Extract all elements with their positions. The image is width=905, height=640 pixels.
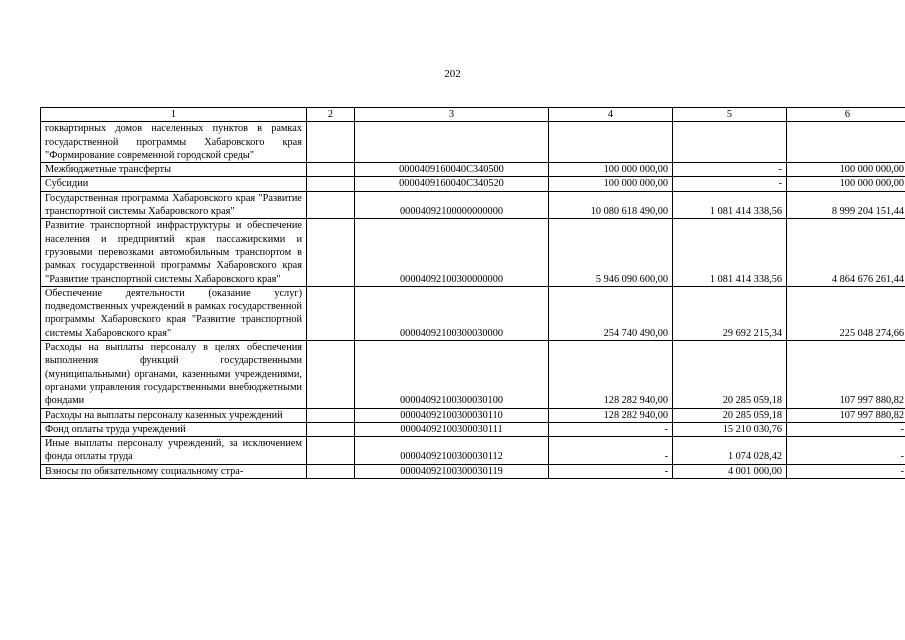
row-code: 00004092100300000000 [355,219,549,286]
table-header-row [41,108,905,122]
row-col5: 1 081 414 338,56 [673,191,787,219]
row-col2 [307,177,355,191]
row-code: 00004092100300030111 [355,422,549,436]
table-row [41,422,905,436]
table-row [41,219,905,286]
row-col2 [307,122,355,163]
row-col2 [307,341,355,408]
row-col5: - [673,163,787,177]
row-col4: 100 000 000,00 [549,177,673,191]
row-name: Расходы на выплаты персоналу казенных учреждений [41,408,307,422]
row-col6: 107 997 880,82 [787,408,905,422]
header-col-4: 4 [549,108,673,122]
row-col2 [307,286,355,340]
row-name: Обеспечение деятельности (оказание услуг) подведомственных учреждений в рамках государственной программы Хабаровского края "Развитие транспортной системы Хабаровского края" [41,286,307,340]
table-row [41,464,905,478]
row-col6: 8 999 204 151,44 [787,191,905,219]
row-col5: 1 081 414 338,56 [673,219,787,286]
row-name: Взносы по обязательному социальному стра- [41,464,307,478]
row-code: 00004092100300030110 [355,408,549,422]
row-col6: 100 000 000,00 [787,163,905,177]
table-row [41,177,905,191]
header-col-2: 2 [307,108,355,122]
row-code [355,122,549,163]
row-name: Межбюджетные трансферты [41,163,307,177]
row-col4: 5 946 090 600,00 [549,219,673,286]
row-col4: 128 282 940,00 [549,341,673,408]
row-col6: 4 864 676 261,44 [787,219,905,286]
row-col6: - [787,422,905,436]
row-col4: - [549,464,673,478]
row-name: Фонд оплаты труда учреждений [41,422,307,436]
row-col6: - [787,464,905,478]
row-name: Иные выплаты персоналу учреждений, за исключением фонда оплаты труда [41,437,307,465]
row-col4: 128 282 940,00 [549,408,673,422]
table-row [41,341,905,408]
row-col5: 20 285 059,18 [673,341,787,408]
row-col6: - [787,437,905,465]
row-col5: 1 074 028,42 [673,437,787,465]
row-col5: 20 285 059,18 [673,408,787,422]
row-col5: 15 210 030,76 [673,422,787,436]
table-row [41,408,905,422]
row-col4: - [549,422,673,436]
row-col2 [307,464,355,478]
row-name: Субсидии [41,177,307,191]
row-code: 00004092100300030119 [355,464,549,478]
row-name: Расходы на выплаты персоналу в целях обеспечения выполнения функций государственными (муниципальными) органами, казенными учреждениями, органами управления государственными внебюджетными фондами [41,341,307,408]
row-col4 [549,122,673,163]
row-code: 0000409160040C340500 [355,163,549,177]
row-col6 [787,122,905,163]
page-number: 202 [444,68,461,80]
row-col5: 4 001 000,00 [673,464,787,478]
row-code: 0000409160040C340520 [355,177,549,191]
row-col5: 29 692 215,34 [673,286,787,340]
row-col4: 100 000 000,00 [549,163,673,177]
row-col4: 10 080 618 490,00 [549,191,673,219]
budget-table [40,107,905,479]
row-col2 [307,437,355,465]
row-col2 [307,163,355,177]
header-col-6: 6 [787,108,905,122]
row-col4: - [549,437,673,465]
header-col-3: 3 [355,108,549,122]
row-col6: 225 048 274,66 [787,286,905,340]
row-name: гоквартирных домов населенных пунктов в рамках государственной программы Хабаровского края "Формирование современной городской среды" [41,122,307,163]
row-code: 00004092100300030112 [355,437,549,465]
row-col2 [307,408,355,422]
row-col5: - [673,177,787,191]
row-col2 [307,191,355,219]
row-col6: 100 000 000,00 [787,177,905,191]
row-code: 00004092100300030100 [355,341,549,408]
table-row [41,122,905,163]
header-col-5: 5 [673,108,787,122]
table-row [41,286,905,340]
row-col2 [307,219,355,286]
table-row [41,163,905,177]
row-name: Государственная программа Хабаровского края "Развитие транспортной системы Хабаровского края" [41,191,307,219]
row-col6: 107 997 880,82 [787,341,905,408]
row-col4: 254 740 490,00 [549,286,673,340]
table-row [41,191,905,219]
row-col2 [307,422,355,436]
row-code: 00004092100300030000 [355,286,549,340]
row-col5 [673,122,787,163]
row-name: Развитие транспортной инфраструктуры и обеспечение населения и предприятий края пассажирскими и грузовыми перевозками автомобильным транспортом в рамках государственной программы Хабаровского края "Развитие транспортной системы Хабаровского края" [41,219,307,286]
table-row [41,437,905,465]
row-code: 00004092100000000000 [355,191,549,219]
header-col-1: 1 [41,108,307,122]
